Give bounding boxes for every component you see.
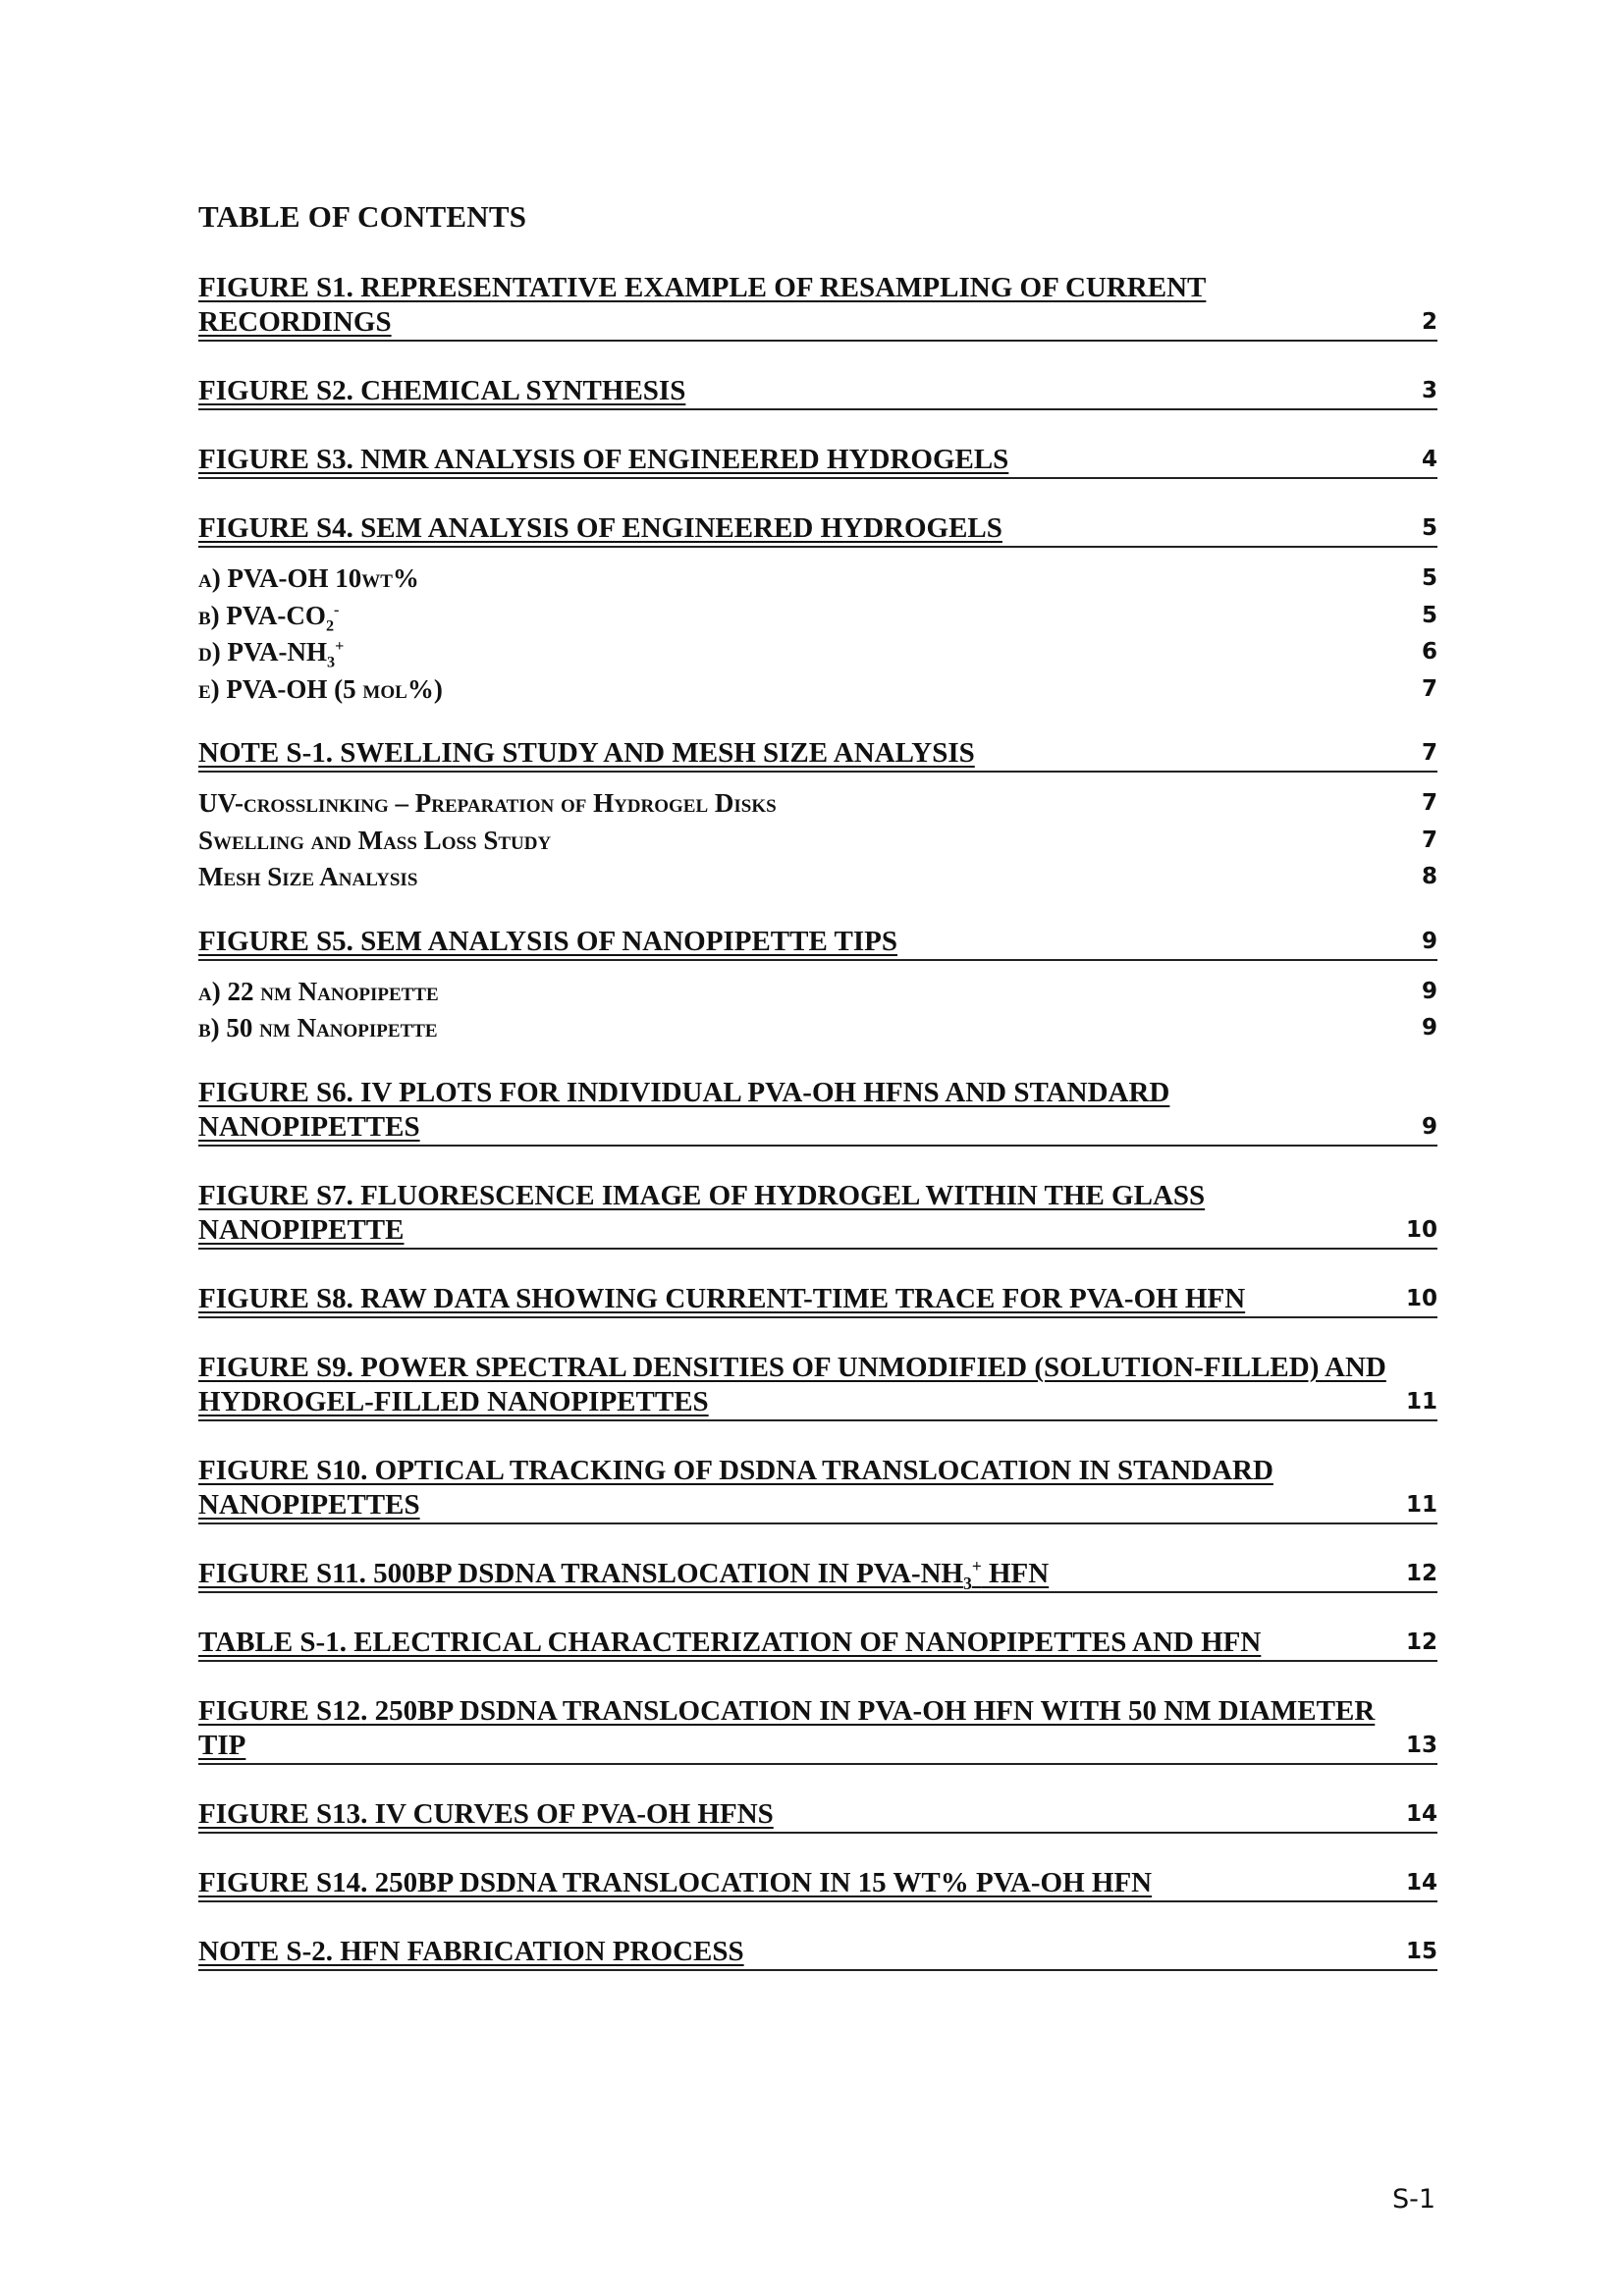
toc-entry-label: FIGURE S10. OPTICAL TRACKING OF DSDNA TRANSLOCATION IN STANDARD NANOPIPETTES [198, 1454, 1273, 1521]
toc-subentry-page: 7 [1421, 675, 1437, 702]
toc-entry-figure-s13[interactable] [198, 1797, 1437, 1834]
toc-entry-table-s1[interactable] [198, 1626, 1437, 1662]
toc-subentry-label: UV-crosslinking – Preparation of Hydrogel Disks [198, 788, 777, 818]
toc-entry-note-s1[interactable] [198, 736, 1437, 773]
toc-subentry-page: 7 [1421, 827, 1437, 853]
toc-entry-label: FIGURE S6. IV PLOTS FOR INDIVIDUAL PVA-OH HFNS AND STANDARD NANOPIPETTES [198, 1076, 1170, 1143]
toc-entry-figure-s2[interactable] [198, 374, 1437, 410]
toc-subentry-label: e) PVA-OH (5 mol%) [198, 673, 443, 704]
toc-entry-label: FIGURE S1. REPRESENTATIVE EXAMPLE OF RESAMPLING OF CURRENT RECORDINGS [198, 272, 1207, 338]
page-number: S-1 [1392, 2184, 1436, 2215]
toc-entry-figure-s10[interactable] [198, 1454, 1437, 1524]
toc-entry-page: 10 [1405, 1285, 1437, 1311]
toc-entry-label: FIGURE S11. 500BP DSDNA TRANSLOCATION IN PVA-$NH_3^+$ HFN [198, 1555, 1050, 1593]
toc-entry-label: FIGURE S2. CHEMICAL SYNTHESIS [198, 375, 686, 406]
toc-entry-label: NOTE S-1. SWELLING STUDY AND MESH SIZE ANALYSIS [198, 737, 975, 769]
toc-entry-figure-s4[interactable] [198, 511, 1437, 548]
toc-entry-page: 9 [1421, 928, 1437, 954]
toc-subentry-page: 6 [1421, 639, 1437, 665]
toc-entry-label: FIGURE S12. 250BP DSDNA TRANSLOCATION IN PVA-OH HFN WITH 50 NM DIAMETER TIP [198, 1694, 1376, 1761]
toc-entry-label: FIGURE S8. RAW DATA SHOWING CURRENT-TIME TRACE FOR PVA-OH HFN [198, 1282, 1246, 1314]
toc-subentry-mesh-size[interactable] [198, 859, 1437, 896]
toc-entry-figure-s6[interactable] [198, 1076, 1437, 1147]
toc-subentry-label: Swelling and Mass Loss Study [198, 825, 552, 855]
toc-subentry-s4-e[interactable] [198, 671, 1437, 709]
toc-entry-figure-s12[interactable] [198, 1694, 1437, 1765]
toc-subentry-s4-d[interactable] [198, 634, 1437, 671]
toc-subentry-s4-b[interactable] [198, 598, 1437, 635]
toc-subentry-label: a) 22 nm Nanopipette [198, 976, 439, 1006]
toc-subentry-label: b) 50 nm Nanopipette [198, 1013, 438, 1042]
toc-entry-note-s2[interactable] [198, 1935, 1437, 1971]
toc-entry-label: FIGURE S7. FLUORESCENCE IMAGE OF HYDROGEL WITHIN THE GLASS NANOPIPETTE [198, 1179, 1206, 1246]
toc-entry-figure-s9[interactable] [198, 1351, 1437, 1421]
toc-subentry-uv-crosslinking[interactable] [198, 785, 1437, 823]
toc-subentry-s5-b[interactable] [198, 1010, 1437, 1047]
toc-entry-page: 10 [1405, 1216, 1437, 1243]
toc-entry-page: 5 [1421, 515, 1437, 541]
toc-entry-label: TABLE S-1. ELECTRICAL CHARACTERIZATION OF NANOPIPETTES AND HFN [198, 1626, 1262, 1658]
toc-entry-label: FIGURE S4. SEM ANALYSIS OF ENGINEERED HYDROGELS [198, 512, 1002, 544]
toc-subentry-page: 9 [1421, 1015, 1437, 1041]
toc-subentry-label: d) PVA-$NH_3^+$ [198, 637, 345, 671]
toc-entry-page: 15 [1405, 1938, 1437, 1964]
toc-subgroup-figure-s5 [198, 974, 1437, 1047]
toc-entries [198, 271, 1437, 2003]
toc-entry-figure-s5[interactable] [198, 925, 1437, 961]
toc-subentry-label: Mesh Size Analysis [198, 862, 418, 891]
toc-entry-label: FIGURE S9. POWER SPECTRAL DENSITIES OF UNMODIFIED (SOLUTION-FILLED) AND HYDROGEL-FILLED NANOPIPETTES [198, 1351, 1386, 1417]
document-page [198, 0, 1437, 2296]
toc-entry-page: 9 [1421, 1113, 1437, 1140]
toc-entry-label: FIGURE S3. NMR ANALYSIS OF ENGINEERED HYDROGELS [198, 444, 1009, 475]
toc-entry-figure-s14[interactable] [198, 1866, 1437, 1902]
toc-entry-page: 7 [1421, 740, 1437, 766]
toc-subentry-page: 8 [1421, 864, 1437, 889]
toc-entry-page: 2 [1421, 309, 1437, 335]
toc-subgroup-note-s1 [198, 785, 1437, 896]
toc-subentry-label: a) PVA-OH 10wt% [198, 563, 419, 593]
toc-entry-page: 3 [1421, 378, 1437, 403]
toc-subentry-page: 5 [1421, 602, 1437, 628]
toc-entry-label: NOTE S-2. HFN FABRICATION PROCESS [198, 1935, 744, 1967]
toc-subentry-page: 5 [1421, 565, 1437, 591]
toc-entry-page: 12 [1405, 1629, 1437, 1655]
toc-entry-figure-s3[interactable] [198, 443, 1437, 479]
toc-entry-page: 12 [1405, 1560, 1437, 1586]
toc-entry-page: 14 [1405, 1800, 1437, 1827]
toc-entry-label: FIGURE S14. 250BP DSDNA TRANSLOCATION IN 15 WT% PVA-OH HFN [198, 1866, 1153, 1898]
toc-entry-figure-s8[interactable] [198, 1282, 1437, 1318]
toc-entry-figure-s1[interactable] [198, 271, 1437, 342]
toc-entry-page: 4 [1421, 447, 1437, 472]
toc-subentry-s4-a[interactable] [198, 561, 1437, 598]
toc-entry-page: 11 [1405, 1388, 1437, 1415]
toc-subentry-swelling[interactable] [198, 823, 1437, 860]
toc-entry-label: FIGURE S5. SEM ANALYSIS OF NANOPIPETTE TIPS [198, 925, 898, 957]
toc-entry-label: FIGURE S13. IV CURVES OF PVA-OH HFNS [198, 1797, 774, 1830]
toc-subentry-page: 7 [1421, 790, 1437, 816]
toc-subentry-label: b) PVA-$CO_2^-$ [198, 600, 340, 634]
toc-entry-page: 13 [1405, 1732, 1437, 1758]
toc-title: TABLE OF CONTENTS [198, 199, 527, 234]
toc-subentry-s5-a[interactable] [198, 974, 1437, 1011]
toc-entry-figure-s11[interactable] [198, 1557, 1437, 1593]
toc-entry-figure-s7[interactable] [198, 1179, 1437, 1250]
toc-subgroup-figure-s4 [198, 561, 1437, 708]
toc-subentry-page: 9 [1421, 978, 1437, 1004]
toc-entry-page: 14 [1405, 1869, 1437, 1896]
toc-entry-page: 11 [1405, 1491, 1437, 1518]
